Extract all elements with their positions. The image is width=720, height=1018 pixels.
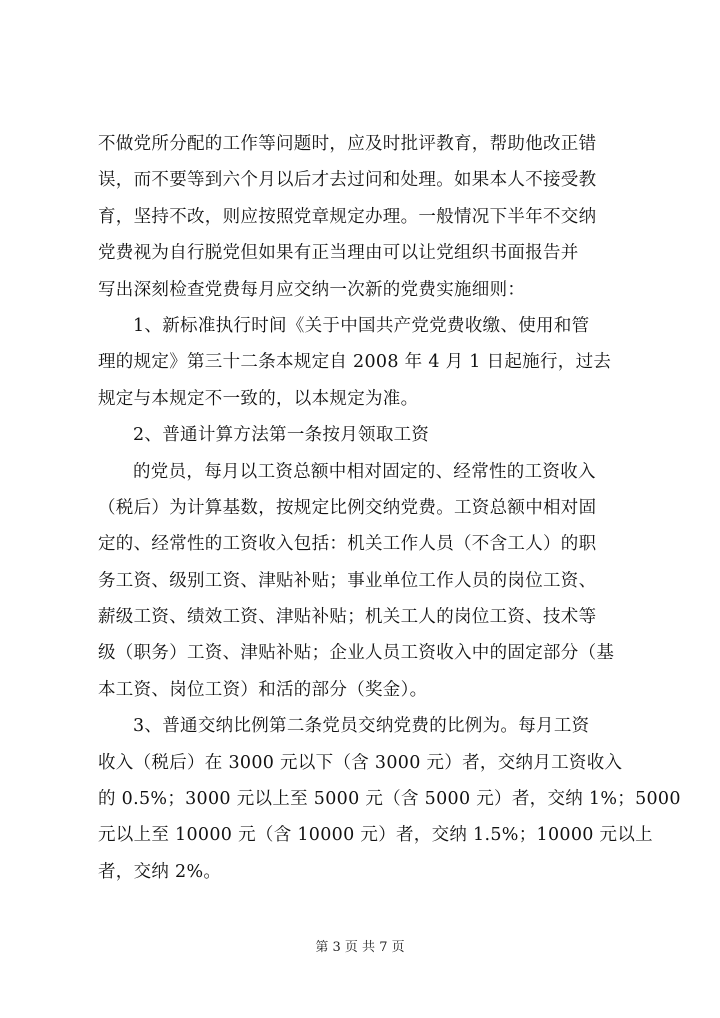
text-line: 误，而不要等到六个月以后才去过问和处理。如果本人不接受教 bbox=[98, 170, 597, 191]
text-line: 者，交纳 2%。 bbox=[98, 861, 222, 882]
text-line: 规定与本规定不一致的，以本规定为准。 bbox=[98, 388, 419, 409]
body-text bbox=[98, 126, 681, 890]
text-line: 收入（税后）在 3000 元以下（含 3000 元）者，交纳月工资收入 bbox=[98, 752, 623, 773]
text-line: 写出深刻检查党费每月应交纳一次新的党费实施细则： bbox=[98, 279, 526, 300]
text-line: 的党员，每月以工资总额中相对固定的、经常性的工资收入 bbox=[133, 461, 596, 482]
text-line: （税后）为计算基数，按规定比例交纳党费。工资总额中相对固 bbox=[98, 497, 597, 518]
text-line: 党费视为自行脱党但如果有正当理由可以让党组织书面报告并 bbox=[98, 243, 579, 264]
text-line: 不做党所分配的工作等问题时，应及时批评教育，帮助他改正错 bbox=[98, 134, 597, 154]
page-number: 第 3 页 共 7 页 bbox=[315, 940, 405, 955]
text-line: 级（职务）工资、津贴补贴；企业人员工资收入中的固定部分（基 bbox=[98, 643, 615, 664]
text-line: 元以上至 10000 元（含 10000 元）者，交纳 1.5%；10000 元以上 bbox=[98, 825, 653, 846]
text-line: 务工资、级别工资、津贴补贴；事业单位工作人员的岗位工资、 bbox=[98, 570, 597, 591]
text-line: 3、普通交纳比例第二条党员交纳党费的比例为。每月工资 bbox=[133, 716, 590, 737]
text-line: 的 0.5%；3000 元以上至 5000 元（含 5000 元）者，交纳 1%；5000 bbox=[98, 789, 681, 810]
text-line: 薪级工资、绩效工资、津贴补贴；机关工人的岗位工资、技术等 bbox=[98, 607, 597, 628]
text-line: 本工资、岗位工资）和活的部分（奖金）。 bbox=[98, 679, 428, 700]
text-line: 理的规定》第三十二条本规定自 2008 年 4 月 1 日起施行，过去 bbox=[98, 352, 612, 373]
text-line: 定的、经常性的工资收入包括：机关工作人员（不含工人）的职 bbox=[98, 534, 597, 555]
text-line: 2、普通计算方法第一条按月领取工资 bbox=[133, 425, 430, 446]
text-line: 育，坚持不改，则应按照党章规定办理。一般情况下半年不交纳 bbox=[98, 206, 597, 227]
text-line: 1、新标准执行时间《关于中国共产党党费收缴、使用和管 bbox=[133, 315, 590, 336]
